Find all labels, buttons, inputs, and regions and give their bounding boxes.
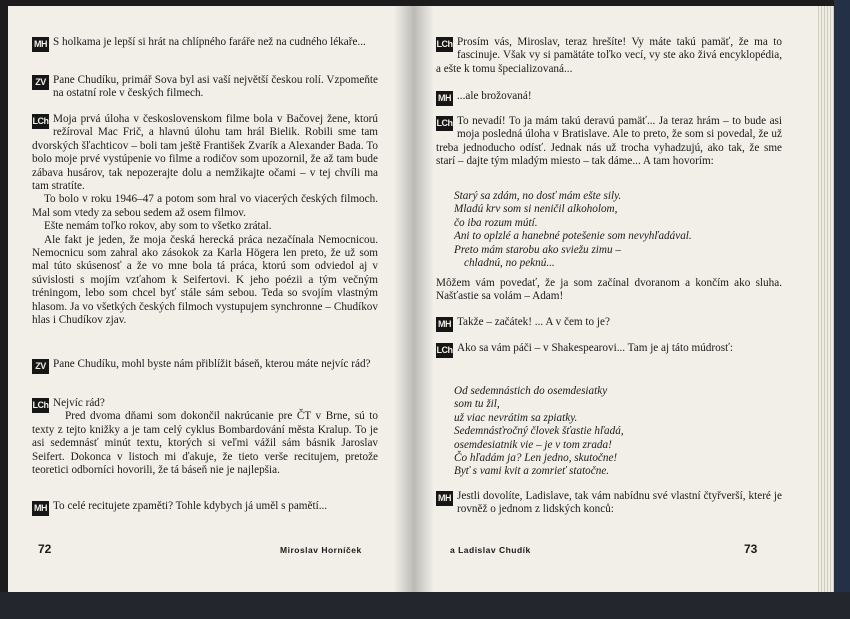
left-page (8, 6, 414, 592)
speaker-badge: LCh (32, 398, 49, 413)
dialogue-text: Takže – začátek! ... A v čem to je? (457, 316, 610, 328)
dialogue-lch-3 (436, 36, 782, 76)
speaker-badge: LCh (436, 116, 453, 131)
speaker-badge: MH (436, 491, 453, 506)
dialogue-text: ...ale brožovaná! (457, 90, 532, 102)
running-footer-author: Miroslav Horníček (280, 545, 362, 555)
page-number: 73 (744, 542, 758, 556)
poem-line: osemdesiatnik vie – je v tom zrada! (454, 438, 612, 451)
poem-line: Preto mám starobu ako sviežu zimu – (454, 243, 621, 256)
poem-1 (454, 190, 692, 270)
page-edges (818, 6, 834, 596)
right-page (414, 6, 818, 592)
dialogue-zv-1 (32, 74, 378, 101)
dialogue-zv-2 (32, 358, 378, 374)
poem-line: Byť s vami kvit a zomrieť statočne. (454, 465, 610, 478)
speaker-badge: MH (32, 501, 49, 516)
dialogue-text: Pred dvoma dňami som dokončil nakrúcanie pre ČT v Brne, sú to texty z tejto knižky a je tam celý cyklus Bombardování města Kralup. To je asi sedemnásť minút textu, ktorých si veľmi vážil sám básnik Jaroslav Seifert. Dokonca v listoch mi ďakuje, že tieto verše recitujem, pretože teoretici odborníci hovorili, že tá báseň nie je najlepšia. (32, 410, 378, 477)
poem-2 (454, 385, 624, 479)
dialogue-text: Pane Chudíku, mohl byste nám přiblížit báseň, kterou máte nejvíc rád? (53, 358, 371, 370)
poem-line: Ani to oplzlé a hanebné potešenie som nevyhľadával. (454, 230, 692, 243)
speaker-badge: MH (436, 317, 453, 332)
poem-line: som tu žil, (454, 398, 500, 411)
speaker-badge: MH (436, 91, 453, 106)
dialogue-text: To celé recitujete zpaměti? Tohle kdybych já uměl s pamětí... (53, 500, 328, 512)
book-cover-edge (834, 0, 850, 619)
dialogue-mh-4 (436, 316, 782, 332)
dialogue-text: Ale fakt je jeden, že moja česká herecká práca nezačínala Nemocnicou. Nemocnicu som zahral ako zásokok za Karla Högera len preto, že už som mal túto skúsenosť a že vo mne bola tá práca, ktorú som odviedol aj v súvislosti s mojím vzťahom k Seifertovi. K jeho poézii a tým večným tréningom, lebo som chcel byť stále sám sebou. Teda so svojím vlastným hlasom. Ja vo všetkých českých filmoch vystupujem synchronne – Chudíkov hlas i Chudíkov zjav. (32, 233, 378, 327)
dialogue-text: Ešte nemám toľko rokov, aby som to všetko zrátal. (44, 220, 272, 233)
speaker-badge: LCh (436, 37, 453, 52)
dialogue-text: Jestli dovolíte, Ladislave, tak vám nabídnu své vlastní čtyřverší, které je rovněž o jednom z lidských konců: (457, 490, 782, 516)
dialogue-lch-5 (436, 342, 782, 358)
poem-line: Sedemnásťročný človek šťastie hľadá, (454, 425, 624, 438)
poem-line: už viac nevrátim sa zpiatky. (454, 411, 578, 424)
poem-line: Čo hľadám ja? Len jedno, skutočne! (454, 452, 618, 465)
dialogue-text: Nejvíc rád? (53, 397, 105, 409)
dialogue-lch-1 (32, 113, 378, 328)
dialogue-text: S holkama je lepší si hrát na chlípného faráře než na cudného lékaře... (53, 36, 366, 48)
dialogue-text: Moja prvá úloha v československom filme bola v Bačovej žene, ktorú režíroval Mac Frič, a hlavnú úlohu tam hrál Bielik. Robili sme tam dvorských šľachticov – boli tam ještě František Zvarík a Alexander Bada. To bolo moje prvé vystúpenie vo filme a rodičov som upozornil, že až tam bude zábava husárov, tak nepozerajte dolu a nemžikajte očami – v tej chvíli ma tam stratíte. (32, 113, 378, 193)
dialogue-text: Prosím vás, Miroslav, teraz hrešíte! Vy máte takú pamäť, že ma to fascinuje. Však vy si pamätáte toľko vecí, vy ste ako živá encyklopédia, a ešte k tomu špecializovaná... (436, 36, 782, 75)
speaker-badge: MH (32, 37, 49, 52)
poem-line: Mladú krv som si neničil alkoholom, (454, 203, 618, 216)
narration-after-poem (436, 277, 782, 304)
speaker-badge: LCh (32, 114, 49, 129)
running-footer-author: a Ladislav Chudík (450, 545, 531, 555)
poem-line: chladnú, no peknú... (464, 257, 555, 270)
speaker-badge: ZV (32, 359, 49, 374)
dialogue-mh-2 (32, 500, 378, 516)
dialogue-lch-2 (32, 397, 378, 477)
speaker-badge: LCh (436, 343, 453, 358)
poem-line: čo iba rozum mútí. (454, 216, 538, 229)
dialogue-text: Ako sa vám páči – v Shakespearovi... Tam je aj táto múdrosť: (457, 342, 733, 354)
dialogue-mh-3 (436, 90, 782, 106)
dialogue-lch-4 (436, 115, 782, 169)
dialogue-text: To nevadí! To ja mám takú deravú pamäť... Ja teraz hrám – to bude asi moja posledná úloha v Bratislave. Ale to preto, že som si povedal, že už treba jednoducho odísť. Jednak nás už trocha vyhadzujú, ako tak, že sme starí – dajte tým mladým miesto – tak dáme... A tam hovorím: (436, 115, 782, 168)
dialogue-text: Pane Chudíku, primář Sova byl asi vaší největší českou rolí. Vzpomeňte na ostatní role v českých filmech. (53, 74, 378, 100)
dialogue-text: Môžem vám povedať, že ja som začínal dvoranom a končím ako sluha. Našťastie sa volám – Adam! (436, 277, 782, 303)
poem-line: Od sedemnástich do osemdesiatky (454, 385, 608, 397)
speaker-badge: ZV (32, 75, 49, 90)
page-number: 72 (38, 542, 52, 556)
background-surface (0, 592, 850, 619)
dialogue-text: To bolo v roku 1946–47 a potom som hral vo viacerých českých filmoch. Mal som vtedy za sebou sedem až osem filmov. (32, 193, 378, 219)
dialogue-mh-1 (32, 36, 378, 52)
poem-line: Starý sa zdám, no dosť mám ešte sily. (454, 190, 622, 202)
dialogue-mh-5 (436, 490, 782, 517)
